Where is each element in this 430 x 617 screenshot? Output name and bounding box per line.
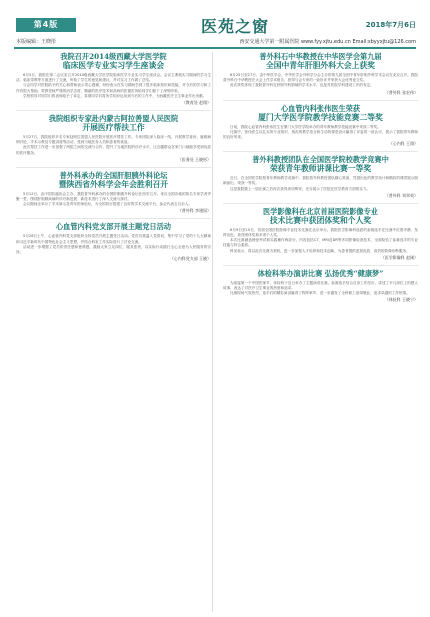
article-byline: （体检科 王晓宁） (384, 297, 418, 303)
headline-line-1: 心血管内科张伟医生荣获 (280, 103, 361, 113)
article (223, 155, 418, 199)
article (223, 207, 418, 261)
article-paragraph: 科室表示，将以此次比赛为契机，进一步加强人才培养和技术创新，为患者提供更加优质、高效的影像诊断服务。 (230, 248, 410, 253)
article-byline: （心内科 王翔） (388, 141, 418, 147)
left-column (16, 52, 211, 266)
article-body (223, 125, 418, 141)
headline-line-1: 医学影像科在北京首届医院影像专业 (262, 206, 378, 216)
article (223, 269, 418, 304)
issue-date: 2018年7月6日 (365, 21, 416, 29)
article-paragraph: 与会同学对医院给予的关心和帮助表示衷心感谢，纷纷表示在实习期间学到了很多临床知识和技能，对今后的学习和工作有很大帮助。带教老师严谨的治学态度、精湛的医疗技术和高尚的医德医风给同学们留下了深刻印象。 (16, 83, 211, 93)
headline-line-2: 临床医学专业实习学生座谈会 (62, 61, 165, 70)
headline-line-1: 我院召开2014级西藏大学医学院 (60, 52, 167, 61)
article-divider (16, 167, 211, 168)
article-paragraph: 5月12日，由中国抗癌协会主办、我院普外科承办的全国肝胆胰外科论坛在西安召开。来自全国各地的知名专家学者齐聚一堂，围绕肝胆胰疾病的诊疗新进展、新技术进行了深入交流与探讨。 (16, 191, 211, 202)
article-headline (223, 52, 418, 70)
article-divider (16, 218, 211, 219)
article-paragraph: 本次比赛涵盖理论考试和实践操作两部分，内容包括CT、MRI及DR等多项影像检查技术，全面检验了参赛选手的专业技能与综合素质。 (223, 238, 418, 248)
article-byline: （医务处 王晓彤） (177, 156, 211, 162)
header-rule (14, 47, 416, 49)
article (16, 171, 211, 215)
article-paragraph: 5月27日，我院组织多名专家赴阿拉善盟人民医院开展医疗帮扶工作。专家团队深入临床一线，开展教学查房、疑难病例讨论、手术示教及专题讲座等活动，受到当地医务人员和患者的欢迎。 (16, 135, 211, 145)
contact-info: 西安交通大学第一附属医院 www.fyy.xjtu.edu.cn Email:sbyyxjtu@126.com (239, 39, 416, 45)
headline-line-1: 心血管内科党支部开展主题党日活动 (55, 222, 171, 232)
article-headline (16, 114, 211, 132)
article-paragraph: 为迎接第一个中国医师节，体检科于近日举办了主题演讲比赛。参赛选手结合自身工作经历，讲述了平凡岗位上的感人故事，表达了对医疗卫生事业的热爱和追求。 (223, 280, 418, 291)
article-divider (223, 151, 418, 152)
article-headline (16, 222, 211, 231)
article (223, 104, 418, 148)
headline-line-1: 普外科石中华教授在中华医学会第九届 (259, 52, 382, 61)
article-body (223, 73, 418, 89)
column-title: 医苑之窗 (200, 17, 269, 36)
headline-line-2: 开展医疗帮扶工作 (82, 123, 145, 133)
headline-line-2: 荣获青年教师讲课比赛一等奖 (269, 164, 372, 174)
article (16, 222, 211, 262)
article-paragraph: 日前，我院心血管内科张伟医生在厦门大学医学院举办的青年教师教学技能竞赛中荣获二等奖。 (230, 124, 381, 129)
article-byline: （教育处 赵翔） (181, 100, 211, 106)
article-divider (223, 203, 418, 204)
article-paragraph: 学校领导对同学们的表现给予了肯定，希望同学们将所学知识运用到今后的工作中，为西藏医疗卫生事业作出贡献。 (23, 93, 207, 98)
article-body (223, 228, 418, 254)
article-paragraph: 6月5日，我院在第二会议室召开2014级西藏大学医学院临床医学专业实习学生座谈会。会议主要就实习期间的学习生活、临床带教等方面进行了交流，听取了学生的意见和建议，并对实习工作做了总结。 (16, 73, 211, 83)
article-headline (223, 269, 418, 278)
article-byline: （心内科党支部 王晓） (169, 256, 211, 262)
article-headline (223, 104, 418, 122)
article-divider (223, 100, 418, 101)
headline-line-1: 普外科教授团队在全国医学院校教学竞赛中 (252, 155, 389, 165)
article (16, 114, 211, 163)
article-body (16, 73, 211, 99)
headline-line-2: 厦门大学医学院教学技能竞赛二等奖 (258, 112, 383, 122)
article-divider (223, 265, 418, 266)
article-body (16, 135, 211, 156)
article-byline: （普外科 张宏伟） (384, 89, 418, 95)
article-body (16, 234, 211, 255)
article-headline (16, 171, 211, 189)
article-paragraph: 这是我院继上一届比赛之后再次获得该项殊荣，充分展示了医院在医学教育方面的实力。 (230, 186, 371, 191)
article-paragraph: 近日，在全国医学院校青年教师教学竞赛中，我院普外科教授团队精心准备，凭借出色的教学设计和精彩的课堂展示脱颖而出，荣获一等奖。 (223, 176, 418, 186)
headline-line-2: 暨陕西省外科学会年会胜利召开 (58, 179, 169, 189)
article-headline (16, 52, 211, 70)
article-paragraph: 此次帮扶工作进一步加强了两院之间的交流与合作，提升了当地医院的诊疗水平，让边疆群众在家门口就能享受到优质的医疗服务。 (16, 145, 211, 155)
headline-line-2: 技术比赛中获团体奖和个人奖 (269, 215, 372, 225)
article-headline (223, 207, 418, 225)
headline-line-1: 普外科承办的全国肝胆胰外科论坛 (59, 170, 168, 180)
article (223, 52, 418, 96)
article-body (223, 176, 418, 192)
headline-line-1: 我院组织专家赴内蒙古阿拉善盟人民医院 (48, 114, 179, 124)
article-divider (16, 110, 211, 111)
column-divider (212, 52, 213, 612)
article-headline (223, 155, 418, 173)
article-paragraph: 活动进一步增强了党员的责任感和使命感，激励大家立足岗位、服务患者，以实际行动践行全心全意为人民服务的宗旨。 (16, 244, 211, 255)
article-paragraph: 6月9日至10日，首届全国医院影像专业技术比赛在北京举行。我院医学影像科选派的参赛选手在比赛中沉着冷静、发挥出色，获得团体奖和多项个人奖。 (223, 227, 418, 238)
article-paragraph: 会议期间还举办了手术演示及青年医师论坛，为全国同行搭建了良好的学术交流平台，参会代表五百余人。 (23, 202, 192, 207)
article-paragraph: 5月28日上午，心血管内科党支部组织全体党员开展主题党日活动。党员们重温入党誓词，集中学习了党的十九大精神和习近平新时代中国特色社会主义思想，并结合科室工作实际进行了讨论交流。 (16, 234, 211, 244)
article-byline: （医学影像科 赵刚） (380, 254, 418, 260)
editor-credit: 本版编辑：王晓彤 (16, 39, 57, 45)
right-column (223, 52, 418, 307)
article-paragraph: 比赛现场气氛热烈，选手们的精彩演讲赢得了阵阵掌声，进一步激发了全科职工爱岗敬业、追求卓越的工作热情。 (230, 291, 410, 296)
article-body (16, 192, 211, 208)
headline-line-1: 体检科举办演讲比赛 弘扬优秀“健康梦” (257, 268, 384, 278)
article-paragraph: 比赛中，张伟医生以扎实的专业知识、规范的教学语言和生动的课堂设计赢得了评委的一致认可，展示了我院青年教师的良好风采。 (223, 129, 418, 140)
masthead (0, 0, 430, 52)
page-number-badge: 第4版 (16, 18, 76, 32)
article-paragraph: 此次获奖体现了我院普外科在肝胆外科领域的学术水平，也是对医院学科建设工作的肯定。 (230, 83, 374, 88)
article-byline: （普外科 李建国） (177, 208, 211, 214)
article-paragraph: 6月25日至27日，由中华医学会、中华医学会外科学分会主办的第九届全国中青年肝胆外科学术会议在北京召开。我院普外科石中华教授在大会上作学术报告，获得与会专家的一致好评并荣获大会优秀论文奖。 (223, 73, 418, 83)
headline-line-2: 全国中青年肝胆外科大会上获奖 (265, 61, 376, 70)
article-byline: （普外科 刘翠英） (384, 192, 418, 198)
article-body (223, 281, 418, 297)
article (16, 52, 211, 106)
